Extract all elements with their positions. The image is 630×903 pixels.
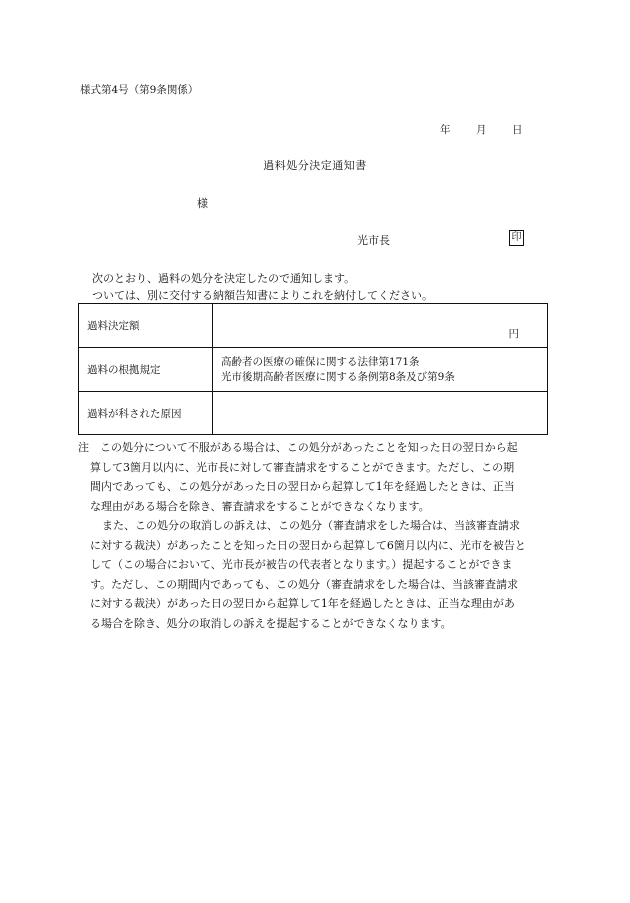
note-line: また、この処分の取消しの訴えは、この処分（審査請求をした場合は、当該審査請求: [102, 519, 520, 532]
note-line: に対する裁決）があった日の翌日から起算して1年を経過したときは、正当な理由があ: [90, 597, 515, 610]
note-line: 注 この処分について不服がある場合は、この処分があったことを知った日の翌日から起: [78, 441, 518, 454]
basis-value-cell: [213, 348, 548, 392]
amount-label: 過料決定額: [79, 304, 213, 348]
amount-unit: 円: [508, 328, 519, 340]
cause-value-cell: [213, 392, 548, 435]
notes-section: [78, 438, 552, 633]
intro-line-2: ついては、別に交付する納額告知書によりこれを納付してください。: [92, 289, 433, 302]
basis-line-1: 高齢者の医療の確保に関する法律第171条: [221, 355, 420, 368]
table-row-basis: [79, 348, 548, 392]
basis-label: 過料の根拠規定: [79, 348, 213, 392]
note-line: す。ただし、この期間内であっても、この処分（審査請求をした場合は、当該審査請求: [90, 577, 519, 591]
document-title: 過料処分決定通知書: [263, 159, 367, 172]
seal-mark: 印: [509, 230, 524, 246]
basis-line-2: 光市後期高齢者医療に関する条例第8条及び第9条: [221, 370, 455, 383]
form-number: 様式第4号（第9条関係）: [80, 84, 199, 96]
note-line: して（この場合において、光市長が被告の代表者となります。）提起することができま: [90, 558, 513, 571]
note-line: な理由がある場合を除き、審査請求をすることができなくなります。: [90, 499, 430, 513]
issuer-name: 光市長: [357, 234, 390, 247]
date-day: 日: [512, 124, 523, 136]
date-month: 月: [476, 124, 487, 136]
addressee-suffix: 様: [197, 197, 208, 210]
note-line: 間内であっても、この処分があった日の翌日から起算して1年を経過したときは、正当: [90, 480, 515, 493]
date-line: [440, 122, 523, 137]
note-line: に対する裁決）があったことを知った日の翌日から起算して6箇月以内に、光市を被告と: [90, 538, 526, 552]
table-row-amount: [79, 304, 548, 348]
intro-line-1: 次のとおり、過料の処分を決定したので通知します。: [92, 272, 356, 285]
table-row-cause: [79, 392, 548, 435]
cause-label: 過料が科された原因: [79, 392, 213, 435]
date-year: 年: [440, 124, 451, 136]
note-line: 算して3箇月以内に、光市長に対して審査請求をすることができます。ただし、この期: [90, 460, 515, 474]
note-line: る場合を除き、処分の取消しの訴えを提起することができなくなります。: [90, 616, 452, 630]
fine-details-table: [78, 303, 548, 435]
amount-value-cell: [213, 304, 548, 348]
